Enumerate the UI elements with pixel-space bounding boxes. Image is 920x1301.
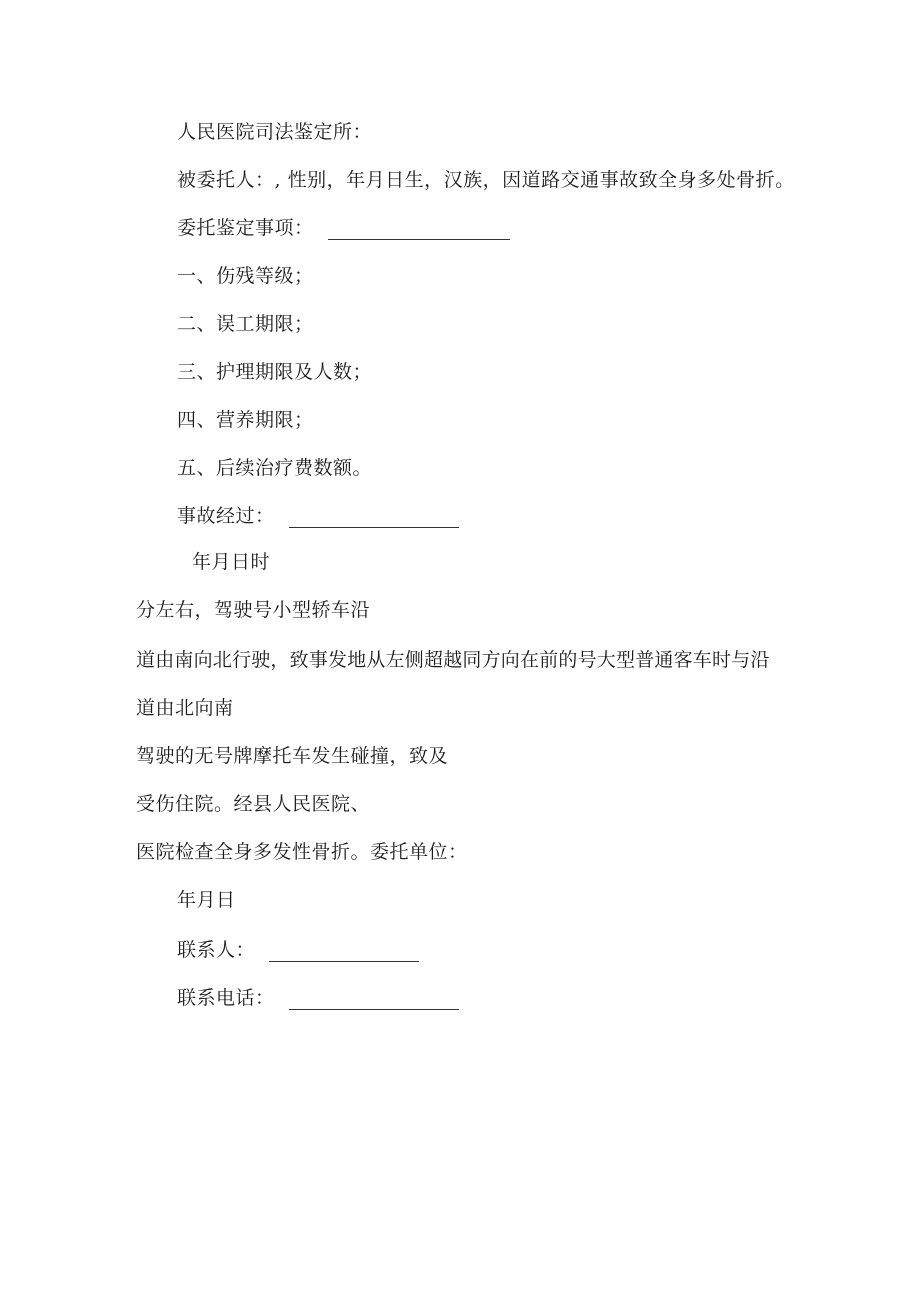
accident-text-3: 道由南向北行驶，致事发地从左侧超越同方向在前的号大型普通客车时与沿: [136, 649, 770, 671]
entrusted-person-line: 被委托人：, 性别，年月日生，汉族，因道路交通事故致全身多处骨折。: [177, 169, 795, 191]
phone-line: [177, 986, 459, 1010]
item-4: 四、营养期限；: [177, 409, 314, 431]
accident-text-5: 驾驶的无号牌摩托车发生碰撞，致及: [136, 745, 449, 767]
item-2: 二、误工期限；: [177, 313, 314, 335]
addressee: 人民医院司法鉴定所：: [177, 121, 373, 143]
phone-blank: [289, 991, 459, 1010]
accident-line: [177, 504, 459, 528]
accident-text-6: 受伤住院。经县人民医院、: [136, 793, 371, 815]
item-1: 一、伤残等级；: [177, 265, 314, 287]
contact-blank: [269, 943, 419, 962]
accident-label: 事故经过：: [177, 505, 275, 527]
contact-label: 联系人：: [177, 939, 256, 961]
matters-line: [177, 216, 510, 240]
contact-line: [177, 938, 419, 962]
phone-label: 联系电话：: [177, 987, 275, 1009]
accident-text-7: 医院检查全身多发性骨折。委托单位：: [136, 841, 468, 863]
accident-blank: [289, 509, 459, 528]
date-line: 年月日: [177, 889, 236, 911]
accident-text-2: 分左右，驾驶号小型轿车沿: [136, 599, 371, 621]
accident-text-1: 年月日时: [192, 551, 271, 573]
matters-blank: [328, 221, 510, 240]
accident-text-4: 道由北向南: [136, 697, 234, 719]
item-5: 五、后续治疗费数额。: [177, 457, 373, 479]
matters-label: 委托鉴定事项：: [177, 217, 314, 239]
item-3: 三、护理期限及人数；: [177, 361, 373, 383]
